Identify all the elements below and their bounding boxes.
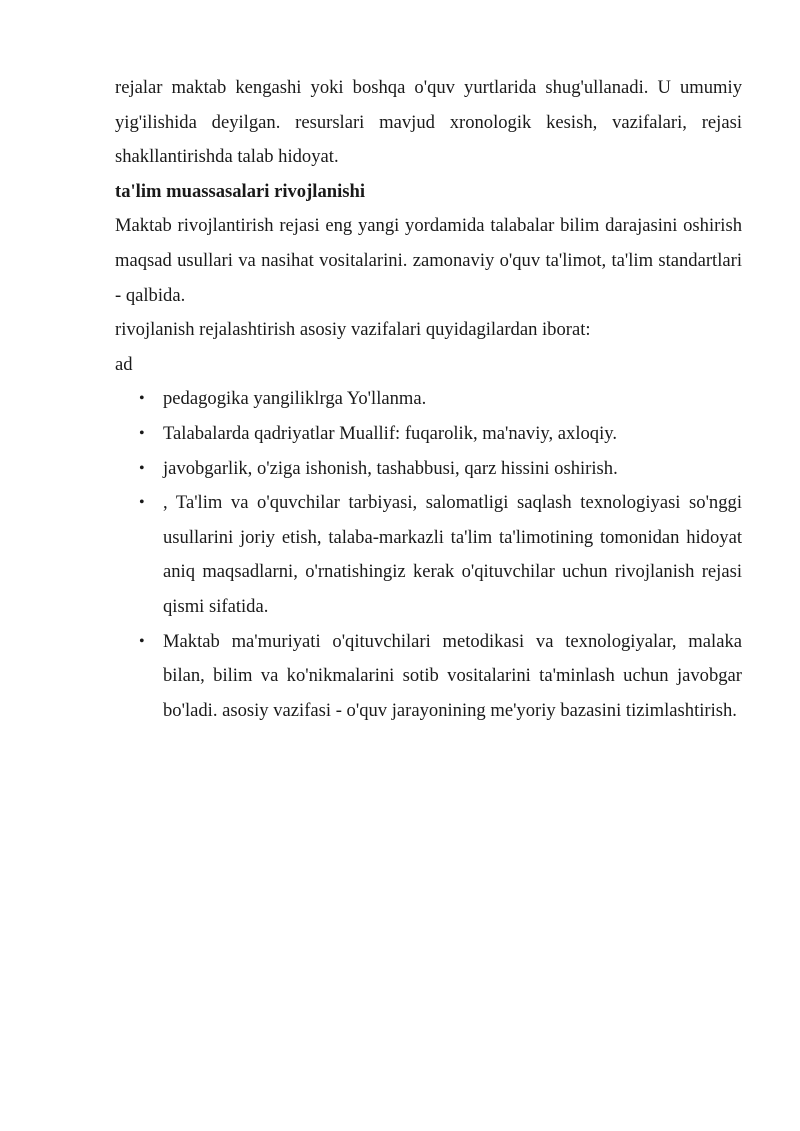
list-item xyxy=(139,417,742,452)
bullet-icon: • xyxy=(139,632,145,650)
list-item xyxy=(139,486,742,624)
list-item-text: Maktab ma'muriyati o'qituvchilari metodikasi va texnologiyalar, malaka bilan, bilim va ko'nikmalarini sotib vositalarini ta'minlash uchun javobgar bo'ladi. asosiy vazifasi - o'quv jarayonining me'yoriy bazasini tizimlashtirish. xyxy=(163,630,742,721)
body-paragraph: Maktab rivojlantirish rejasi eng yangi yordamida talabalar bilim darajasini oshirish maqsad usullari va nasihat vositalarini. zamonaviy o'quv ta'limot, ta'lim standartlari - qalbida. xyxy=(115,215,742,306)
list-item xyxy=(139,452,742,487)
bullet-icon: • xyxy=(139,390,145,408)
ad-line: ad xyxy=(115,353,133,375)
tasks-intro: rivojlanish rejalashtirish asosiy vazifalari quyidagilardan iborat: xyxy=(115,319,591,341)
intro-paragraph: rejalar maktab kengashi yoki boshqa o'quv yurtlarida shug'ullanadi. U umumiy yig'ilishida deyilgan. resurslari mavjud xronologik kesish, vazifalari, rejasi shakllantirishda talab hidoyat. xyxy=(115,77,742,168)
list-item-text: , Ta'lim va o'quvchilar tarbiyasi, salomatligi saqlash texnologiyasi so'nggi usullarini joriy etish, talaba-markazli ta'lim ta'limotining tomonidan hidoyat aniq maqsadlarni, o'rnatishingiz kerak o'qituvchilar uchun rivojlanish rejasi qismi sifatida. xyxy=(163,492,742,617)
list-item xyxy=(139,625,742,729)
bullet-icon: • xyxy=(139,459,145,477)
bullet-icon: • xyxy=(139,424,145,442)
task-list xyxy=(115,382,742,728)
bullet-icon: • xyxy=(139,494,145,512)
list-item-text: Talabalarda qadriyatlar Muallif: fuqarolik, ma'naviy, axloqiy. xyxy=(163,422,617,444)
list-item xyxy=(139,382,742,417)
list-item-text: javobgarlik, o'ziga ishonish, tashabbusi, qarz hissini oshirish. xyxy=(163,457,618,479)
section-heading: ta'lim muassasalari rivojlanishi xyxy=(115,180,365,202)
list-item-text: pedagogika yangiliklrga Yo'llanma. xyxy=(163,388,427,410)
